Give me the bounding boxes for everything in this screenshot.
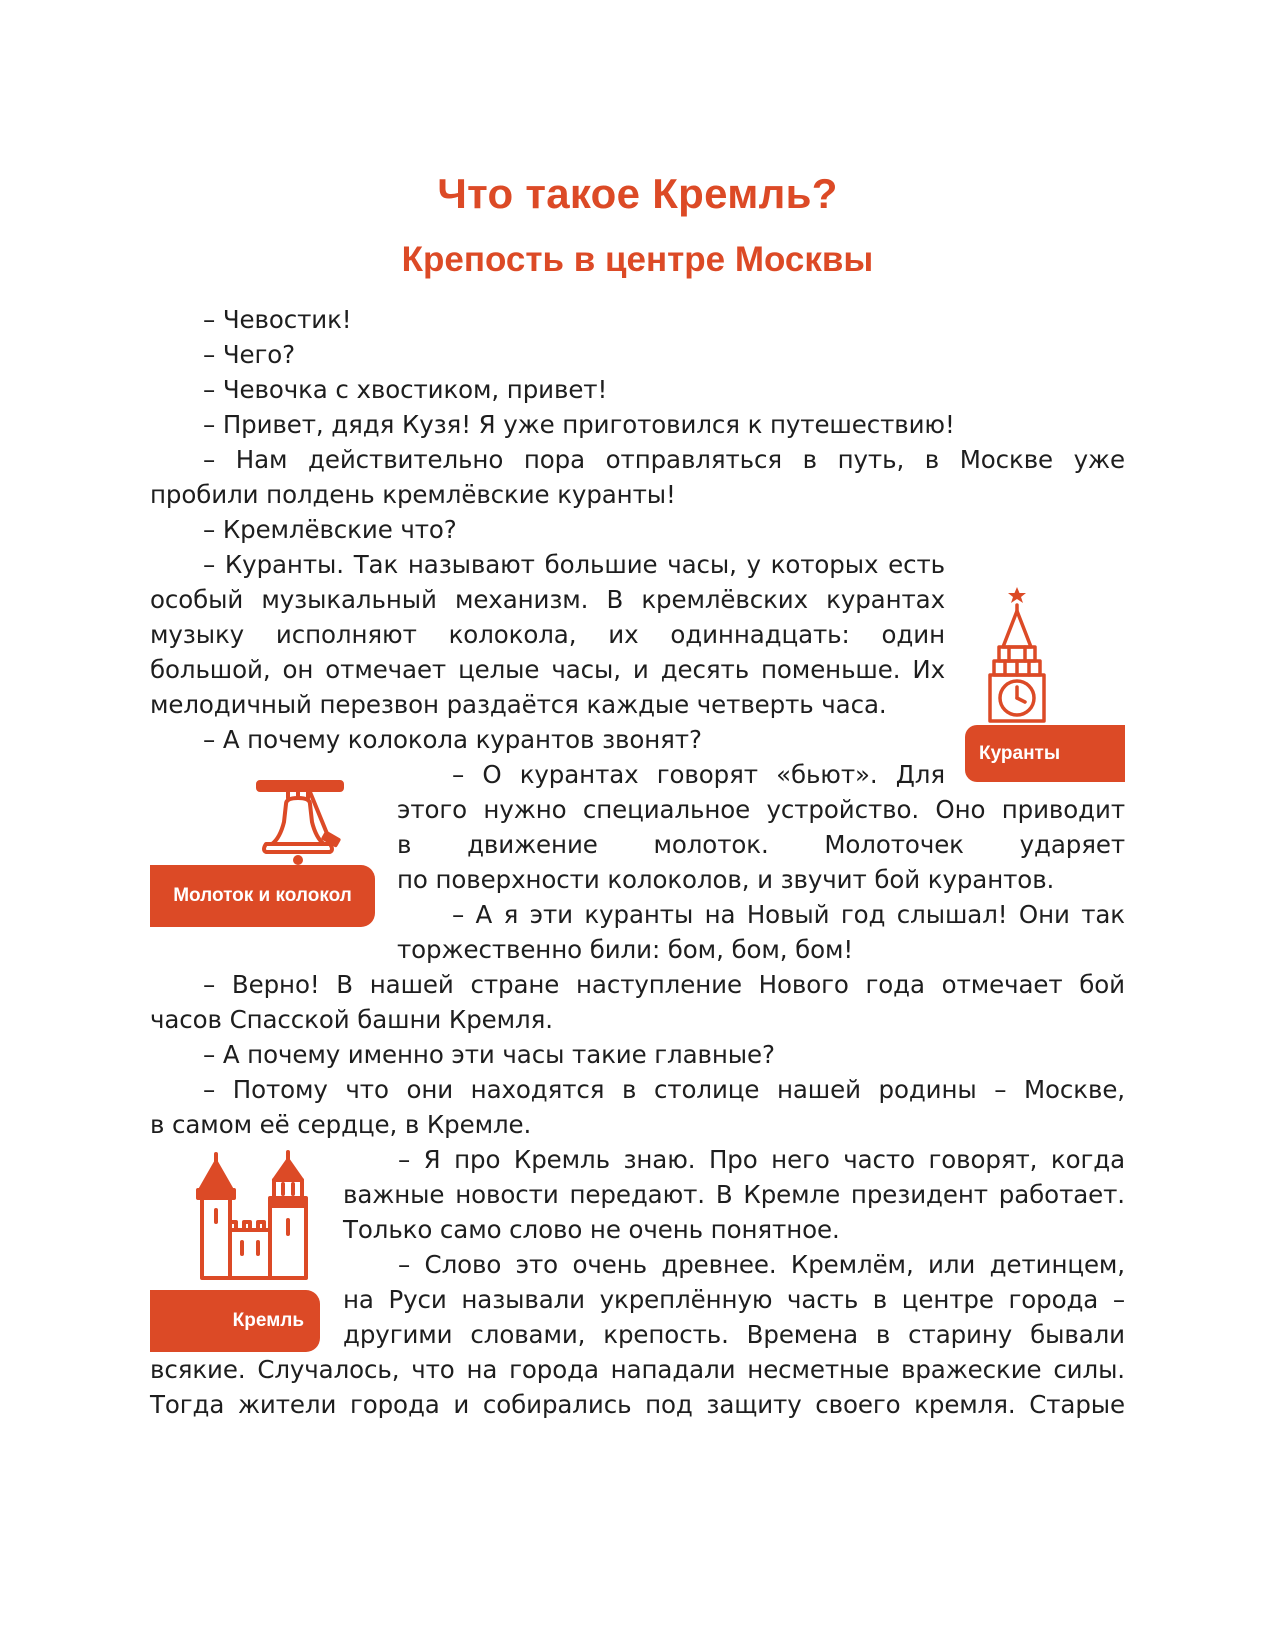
kuranty-figure bbox=[965, 585, 1125, 785]
text-line: – Куранты. Так называют большие часы, у которых есть bbox=[203, 550, 945, 579]
text-line: по поверхности колоколов, и звучит бой курантов. bbox=[397, 865, 1055, 894]
text-line: – О курантах говорят «бьют». Для bbox=[452, 760, 945, 789]
text-line: – Кремлёвские что? bbox=[203, 515, 457, 544]
text-line: Только само слово не очень понятное. bbox=[343, 1215, 840, 1244]
text-line: – Нам действительно пора отправляться в путь, в Москве уже bbox=[203, 445, 1125, 474]
text-line: всякие. Случалось, что на города нападали несметные вражеские силы. bbox=[150, 1355, 1125, 1384]
text-line: в самом её сердце, в Кремле. bbox=[150, 1110, 532, 1139]
text-line: на Руси называли укреплённую часть в центре города – bbox=[343, 1285, 1125, 1314]
text-line: – Чевостик! bbox=[203, 305, 352, 334]
text-line: – А почему колокола курантов звонят? bbox=[203, 725, 702, 754]
text-line: музыку исполняют колокола, их одиннадцать: один bbox=[150, 620, 945, 649]
page-title: Что такое Кремль? bbox=[437, 170, 838, 217]
text-line: Тогда жители города и собирались под защиту своего кремля. Старые bbox=[150, 1390, 1125, 1419]
text-line: – Чевочка с хвостиком, привет! bbox=[203, 375, 608, 404]
kremlin-label: Кремль bbox=[150, 1290, 320, 1352]
text-line: – Потому что они находятся в столице нашей родины – Москве, bbox=[203, 1075, 1125, 1104]
text-line: большой, он отмечает целые часы, и десять поменьше. Их bbox=[150, 655, 945, 684]
page-subtitle: Крепость в центре Москвы bbox=[401, 240, 874, 279]
clock-tower-icon bbox=[977, 585, 1057, 725]
text-line: – Чего? bbox=[203, 340, 296, 369]
kuranty-label: Куранты bbox=[965, 725, 1125, 782]
text-line: в движение молоток. Молоточек ударяет bbox=[397, 830, 1125, 859]
bell-figure bbox=[150, 780, 375, 930]
text-line: – А я эти куранты на Новый год слышал! Они так bbox=[452, 900, 1125, 929]
text-line: пробили полдень кремлёвские куранты! bbox=[150, 480, 676, 509]
text-line: другими словами, крепость. Времена в старину бывали bbox=[343, 1320, 1125, 1349]
text-line: – Слово это очень древнее. Кремлём, или детинцем, bbox=[398, 1250, 1125, 1279]
text-line: торжественно били: бом, бом, бом! bbox=[397, 935, 854, 964]
text-line: – А почему именно эти часы такие главные? bbox=[203, 1040, 775, 1069]
text-line: мелодичный перезвон раздаётся каждые четверть часа. bbox=[150, 690, 887, 719]
text-line: – Привет, дядя Кузя! Я уже приготовился к путешествию! bbox=[203, 410, 955, 439]
text-line: – Верно! В нашей стране наступление Нового года отмечает бой bbox=[203, 970, 1125, 999]
text-line: особый музыкальный механизм. В кремлёвских курантах bbox=[150, 585, 945, 614]
text-line: этого нужно специальное устройство. Оно приводит bbox=[397, 795, 1125, 824]
text-line: часов Спасской башни Кремля. bbox=[150, 1005, 553, 1034]
kremlin-icon bbox=[186, 1150, 316, 1290]
kremlin-figure bbox=[150, 1150, 320, 1355]
text-line: важные новости передают. В Кремле президент работает. bbox=[343, 1180, 1125, 1209]
text-line: – Я про Кремль знаю. Про него часто говорят, когда bbox=[398, 1145, 1125, 1174]
bell-label: Молоток и колокол bbox=[150, 865, 375, 927]
